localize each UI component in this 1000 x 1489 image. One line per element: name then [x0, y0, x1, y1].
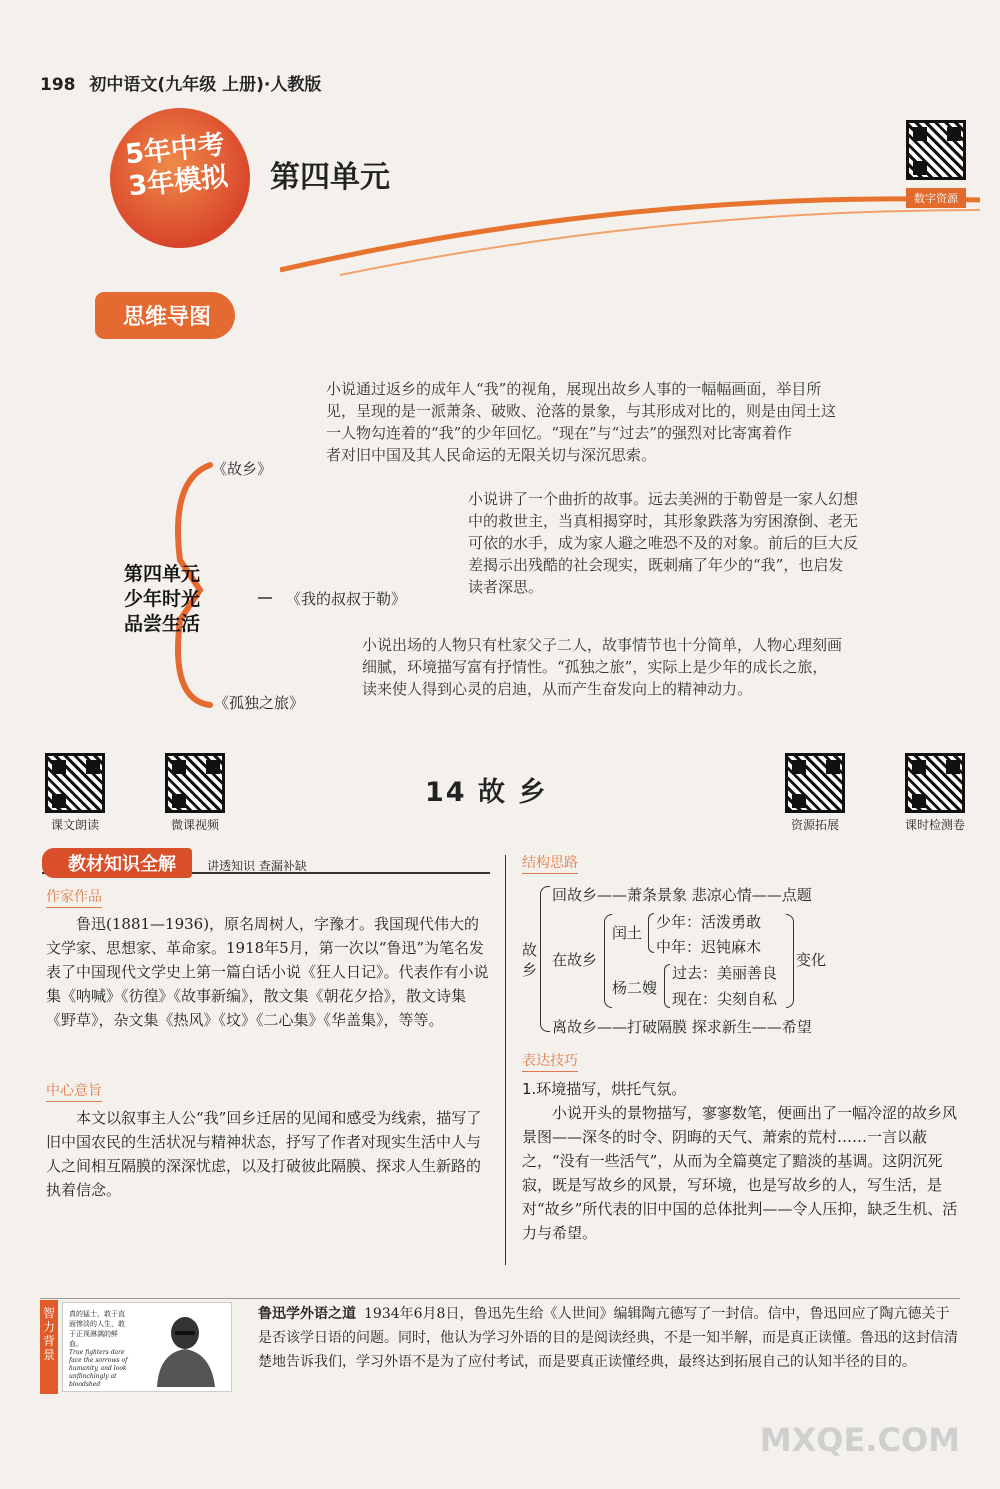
badge-line-2: 3年模拟 [127, 161, 230, 203]
qr-code-resources[interactable] [785, 753, 845, 813]
book-title: 初中语文(九年级 上册)·人教版 [89, 75, 322, 95]
desc-line: 中的救世主，当真相揭穿时，其形象跌落为穷困潦倒、老无 [468, 512, 859, 530]
qr-caption: 课文朗读 [50, 818, 99, 832]
desc-line: 一人物勾连着的“我”的少年回忆。“现在”与“过去”的强烈对比寄寓着作 [326, 424, 793, 442]
technique-heading: 表达技巧 [522, 1050, 578, 1072]
branch-book-1: 《故乡》 [212, 460, 273, 478]
desc-line: 可依的水手，成为家人避之唯恐不及的对象。前后的巨大反 [468, 534, 859, 552]
structure-heading: 结构思路 [522, 852, 578, 874]
desc-line: 小说通过返乡的成年人“我”的视角，展现出故乡人事的一幅幅画面，举目所 [326, 380, 822, 398]
qr-caption: 资源拓展 [790, 818, 839, 832]
background-text-block [258, 1302, 958, 1374]
technique-item-text: 小说开头的景物描写，寥寥数笔，便画出了一幅冷涩的故乡风景图——深冬的时令、阴晦的天气、萧索的荒村……一言以蔽之，“没有一些活气”，从而为全篇奠定了黯淡的基调。这阴沉死寂，既是写故乡的风景，写环境，也是写故乡的人，写生活，是对“故乡”所代表的旧中国的总体批判——令人压抑，缺乏生机、活力与希望。 [522, 1104, 958, 1242]
desc-line: 细腻，环境描写富有抒情性。“孤独之旅”，实际上是少年的成长之旅， [362, 658, 828, 676]
desc-line: 读来使人得到心灵的启迪，从而产生奋发向上的精神动力。 [362, 680, 753, 698]
digital-resource-tag: 数字资源 [906, 188, 966, 208]
theme-text: 本文以叙事主人公“我”回乡迁居的见闻和感受为线索，描写了旧中国农民的生活状况与精神状态，抒写了作者对现实生活中人与人之间相互隔膜的深深忧虑，以及打破彼此隔膜、探求人生新路的执着信念。 [46, 1109, 482, 1199]
branch-book-3: 《孤独之旅》 [214, 694, 305, 712]
structure-root: 故乡 [522, 941, 538, 979]
structure-brace [540, 886, 550, 1032]
portrait-quote-cn: 真的猛士，敢于直面惨淡的人生，敢于正视淋漓的鲜血。 [69, 1310, 125, 1348]
qr-caption: 课时检测卷 [904, 818, 965, 832]
brand-badge [103, 101, 257, 255]
theme-block [46, 1080, 490, 1202]
qr-code-video[interactable] [165, 753, 225, 813]
desc-line: 差揭示出残酷的社会现实，既刺痛了年少的“我”，也启发 [468, 556, 844, 574]
structure-yang-now: 现在：尖刻自私 [672, 990, 778, 1008]
author-block [46, 886, 490, 1032]
structure-brace [604, 914, 612, 1008]
structure-runtu-mid: 中年：迟钝麻木 [656, 938, 762, 956]
theme-heading: 中心意旨 [46, 1080, 102, 1102]
branch-desc-3 [362, 634, 932, 700]
desc-line: 小说讲了一个曲折的故事。远去美洲的于勒曾是一家人幻想 [468, 490, 859, 508]
background-tag: 智力背景 [40, 1300, 58, 1394]
badge-line-1: 5年中考 [123, 129, 227, 171]
author-heading: 作家作品 [46, 886, 102, 908]
technique-item-title: 1.环境描写，烘托气氛。 [522, 1080, 687, 1098]
branch-desc-1 [326, 378, 926, 466]
qr-code[interactable] [906, 120, 966, 180]
page-number: 198 [40, 75, 76, 95]
structure-runtu: 闰土 [612, 924, 643, 942]
center-line: 少年时光 [124, 588, 201, 610]
center-line: 第四单元 [124, 563, 201, 585]
column-divider [505, 855, 506, 1265]
desc-line: 见，呈现的是一派萧条、破败、沧落的景象，与其形成对比的，则是由闰土这 [326, 402, 837, 420]
portrait-card [62, 1302, 232, 1392]
knowledge-section-subtitle: 讲透知识 查漏补缺 [207, 859, 307, 873]
branch-book-2: 《我的叔叔于勒》 [286, 590, 407, 608]
mind-map-center [124, 562, 200, 637]
background-text: 1934年6月8日，鲁迅先生给《人世间》编辑陶亢德写了一封信。信中，鲁迅回应了陶亢德关于是否该学日语的问题。同时，他认为学习外语的目的是阅读经典，不是一知半解，而是真正读懂。鲁迅的这封信清楚地告诉我们，学习外语不是为了应付考试，而是要真正读懂经典，最终达到拓展自己的认知半径的目的。 [258, 1306, 958, 1370]
unit-title: 第四单元 [270, 160, 390, 195]
desc-line: 小说出场的人物只有杜家父子二人，故事情节也十分简单，人物心理刻画 [362, 636, 843, 654]
structure-yang-past: 过去：美丽善良 [672, 964, 778, 982]
structure-row-return: 回故乡——萧条景象 悲凉心情——点题 [552, 886, 812, 904]
page-header [40, 70, 321, 95]
author-text: 鲁迅(1881—1936)，原名周树人，字豫才。我国现代伟大的文学家、思想家、革命家。1918年5月，第一次以“鲁迅”为笔名发表了中国现代文学史上第一篇白话小说《狂人日记》。代表作有小说集《呐喊》《彷徨》《故事新编》，散文集《朝花夕拾》，散文诗集《野草》，杂文集《热风》《坟》《二心集》《华盖集》，等等。 [46, 915, 489, 1029]
branch-desc-2 [468, 488, 928, 598]
desc-line: 者对旧中国及其人民命运的无限关切与深沉思索。 [326, 446, 657, 464]
qr-code-test[interactable] [905, 753, 965, 813]
qr-code-reading[interactable] [45, 753, 105, 813]
portrait-image [145, 1309, 225, 1387]
structure-mid-label: 在故乡 [552, 951, 598, 969]
mind-map-tab: 思维导图 [95, 292, 235, 339]
center-line: 品尝生活 [124, 613, 201, 635]
knowledge-section-bar [42, 848, 490, 874]
structure-brace [648, 913, 654, 953]
watermark: MXQE.COM [759, 1421, 960, 1459]
background-title: 鲁迅学外语之道 [258, 1306, 356, 1322]
structure-yang: 杨二嫂 [612, 979, 658, 997]
structure-row-leave: 离故乡——打破隔膜 探求新生——希望 [552, 1018, 812, 1036]
structure-brace [664, 964, 670, 1008]
desc-line: 读者深思。 [468, 578, 544, 596]
structure-runtu-young: 少年：活泼勇敢 [656, 913, 762, 931]
lesson-title: 14 故 乡 [425, 777, 548, 808]
qr-caption: 微课视频 [170, 818, 219, 832]
knowledge-section-title: 教材知识全解 [42, 848, 192, 878]
portrait-quote-en: True fighters dare face the sorrows of humanity, and look unflinchingly at bloodshed [69, 1349, 128, 1388]
structure-change: 变化 [796, 951, 827, 969]
technique-block [522, 1050, 962, 1245]
structure-brace [786, 914, 794, 1008]
